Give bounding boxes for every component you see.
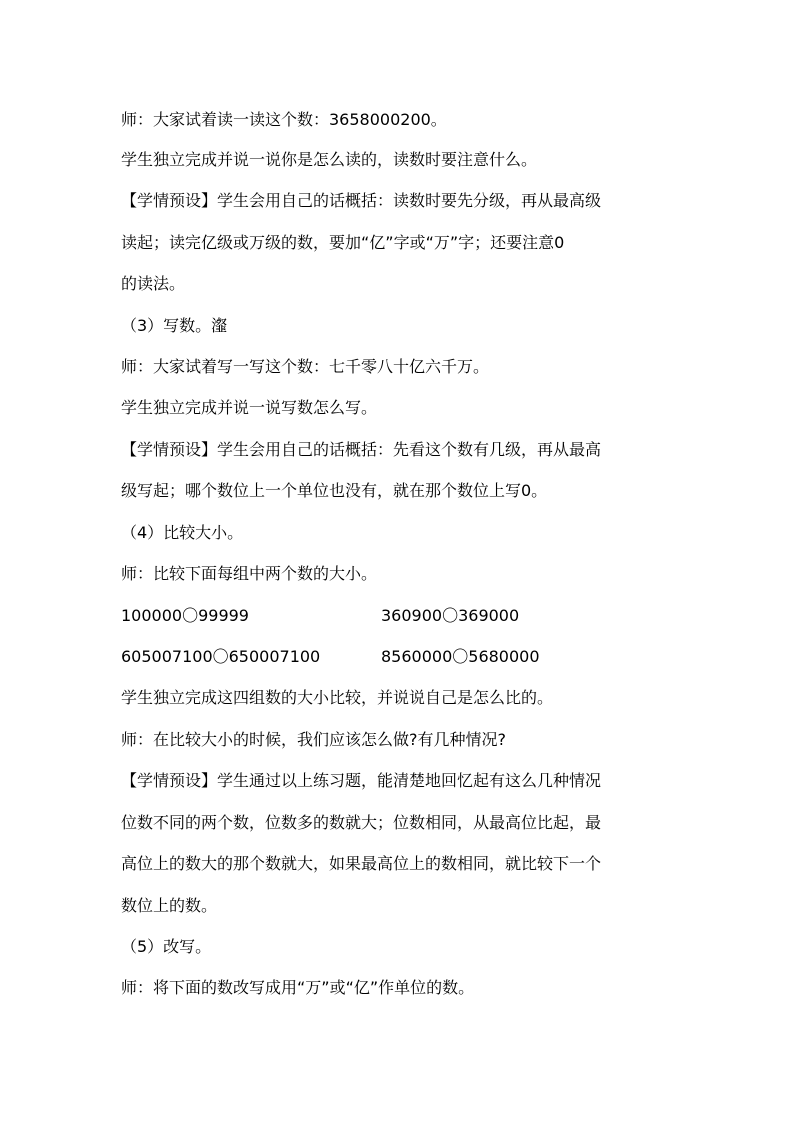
text-line: 师：大家试着写一写这个数：七千零八十亿六千万。 [121,357,490,376]
text-line: 读起；读完亿级或万级的数，要加“亿”字或“万”字；还要注意0 [121,233,565,252]
text-line: 学生独立完成并说一说写数怎么写。 [121,398,378,417]
text-line: 数位上的数。 [121,896,218,915]
text-line: 师：比较下面每组中两个数的大小。 [121,564,378,583]
text-line: 学生独立完成并说一说你是怎么读的，读数时要注意什么。 [121,150,538,169]
text-line: 高位上的数大的那个数就大，如果最高位上的数相同，就比较下一个 [121,854,602,873]
text-line: 师：将下面的数改写成用“万”或“亿”作单位的数。 [121,978,475,997]
text-line: 级写起；哪个数位上一个单位也没有，就在那个数位上写0。 [121,481,548,500]
section-heading: （3）写数。瀣 [121,316,228,335]
comparison-item: 100000〇99999 [121,606,249,625]
text-line: 的读法。 [121,274,186,293]
text-line: 【学情预设】学生会用自己的话概括：先看这个数有几级，再从最高 [121,440,602,459]
text-line: 学生独立完成这四组数的大小比较，并说说自己是怎么比的。 [121,688,554,707]
section-heading: （5）改写。 [121,937,212,956]
comparison-item: 605007100〇650007100 [121,647,321,666]
text-line: 【学情预设】学生通过以上练习题，能清楚地回忆起有这么几种情况 [121,771,602,790]
text-line: 师：在比较大小的时候，我们应该怎么做?有几种情况? [121,730,506,749]
text-line: 师：大家试着读一读这个数：3658000200。 [121,110,447,129]
comparison-item: 8560000〇5680000 [381,647,540,666]
text-line: 【学情预设】学生会用自己的话概括：读数时要先分级，再从最高级 [121,191,602,210]
text-line: 位数不同的两个数，位数多的数就大；位数相同，从最高位比起，最 [121,813,602,832]
section-heading: （4）比较大小。 [121,523,244,542]
comparison-item: 360900〇369000 [381,606,520,625]
